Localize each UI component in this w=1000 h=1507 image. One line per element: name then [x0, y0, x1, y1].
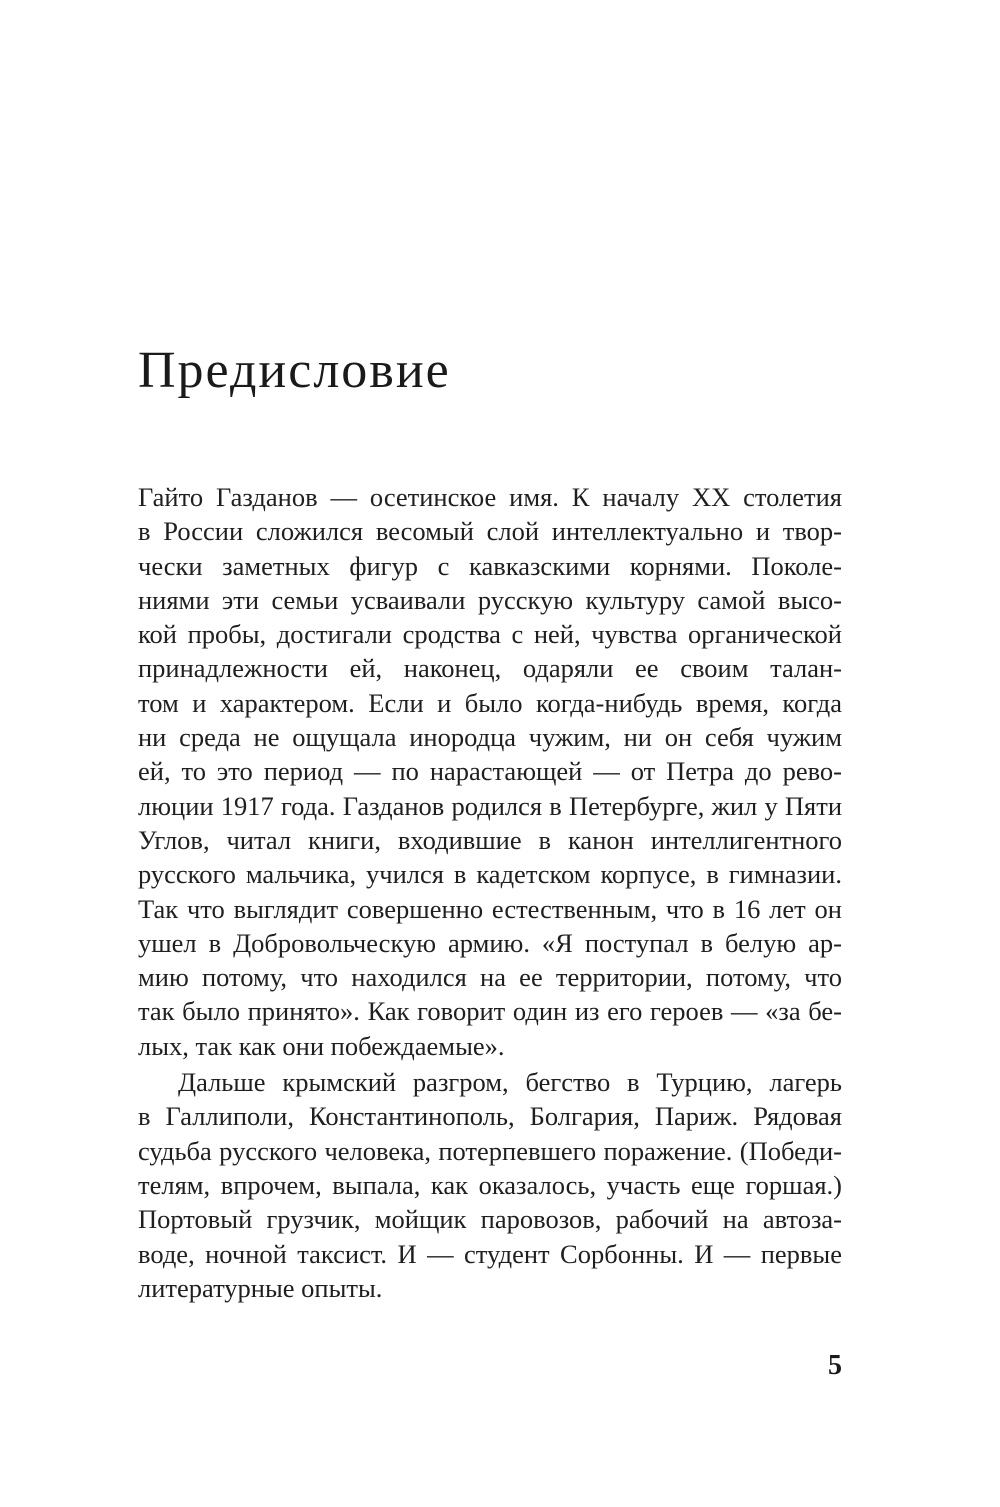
text-line: Так что выглядит совершенно естественным, что в 16 лет он	[138, 893, 842, 924]
text-line: кой пробы, достигали сродства с ней, чувства органической	[138, 619, 842, 650]
text-line: в России сложился весомый слой интеллектуально и твор-	[138, 516, 842, 547]
text-line: ниями эти семьи усваивали русскую культуру самой высо-	[138, 584, 842, 615]
text-line: в Галлиполи, Константинополь, Болгария, Париж. Рядовая	[138, 1101, 842, 1132]
text-line: Гайто Газданов — осетинское имя. К началу XX столетия	[138, 482, 842, 512]
text-line: ни среда не ощущала инородца чужим, ни он себя чужим	[138, 722, 842, 753]
text-line: мию потому, что находился на ее территории, потому, что	[138, 962, 842, 993]
text-line: судьба русского человека, потерпевшего поражение. (Победи-	[138, 1135, 842, 1166]
text-line: ушел в Добровольческую армию. «Я поступал в белую ар-	[138, 927, 842, 958]
chapter-body	[138, 480, 842, 1305]
text-line: Дальше крымский разгром, бегство в Турцию, лагерь	[178, 1067, 842, 1098]
paragraph-2	[138, 1065, 842, 1305]
text-line: чески заметных фигур с кавказскими корнями. Поколе-	[138, 550, 842, 581]
text-line: том и характером. Если и было когда-нибудь время, когда	[138, 687, 842, 718]
page-number: 5	[828, 1350, 842, 1381]
text-line: воде, ночной таксист. И — студент Сорбонны. И — первые	[138, 1238, 842, 1269]
text-line: лых, так как они побеждаемые».	[138, 1030, 505, 1061]
text-line: ей, то это период — по нарастающей — от Петра до рево-	[138, 756, 842, 787]
text-line: русского мальчика, учился в кадетском корпусе, в гимназии.	[138, 859, 842, 890]
text-line: принадлежности ей, наконец, одаряли ее своим талан-	[138, 653, 842, 684]
text-line: телям, впрочем, выпала, как оказалось, участь еще горшая.)	[138, 1169, 842, 1200]
text-line: так было принято». Как говорит один из его героев — «за бе-	[138, 996, 842, 1027]
text-line: люции 1917 года. Газданов родился в Петербурге, жил у Пяти	[138, 790, 842, 821]
text-line: Портовый грузчик, мойщик паровозов, рабочий на автоза-	[138, 1204, 842, 1235]
text-line: Углов, читал книги, входившие в канон интеллигентного	[138, 824, 842, 855]
chapter-title: Предисловие	[138, 342, 451, 399]
text-line: литературные опыты.	[138, 1272, 383, 1303]
paragraph-1	[138, 480, 842, 1063]
